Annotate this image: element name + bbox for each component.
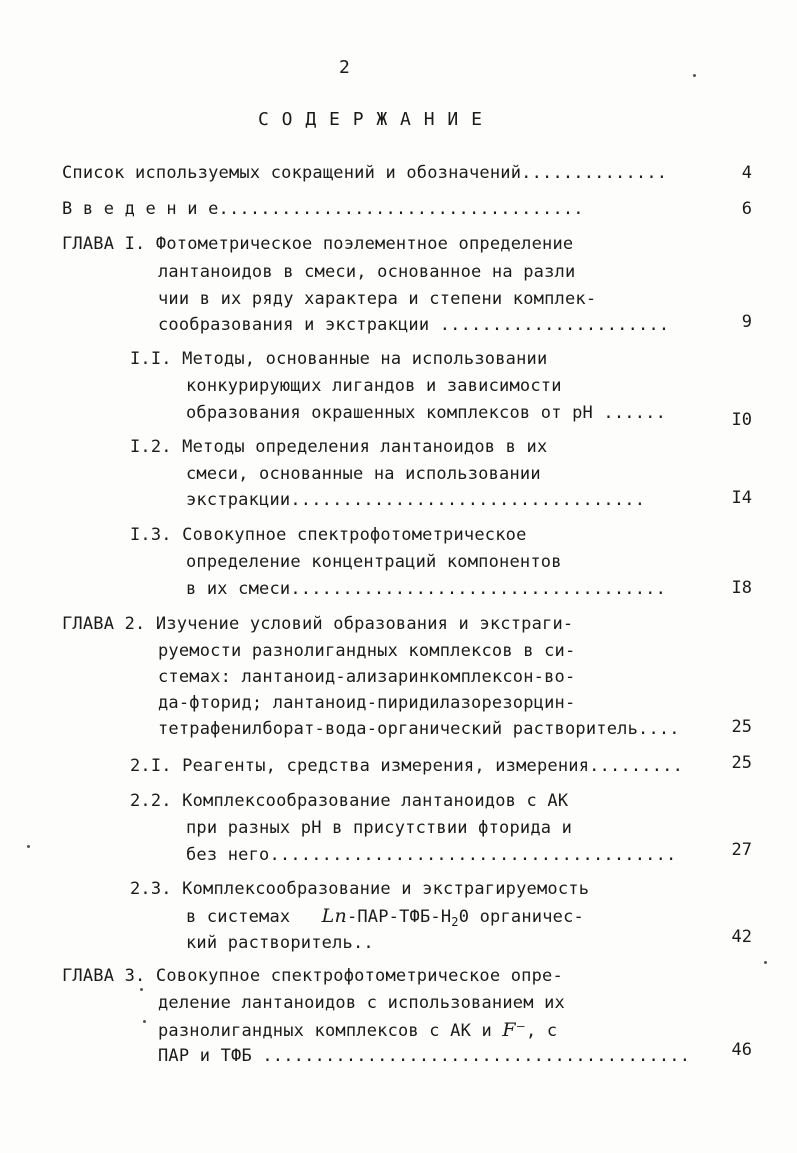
- toc-entry-text: без него.......................................: [186, 845, 677, 865]
- toc-entry-text: ГЛАВА 2. Изучение условий образования и экстраги-: [62, 614, 574, 634]
- toc-page-number: 6: [741, 199, 752, 219]
- handwritten-lanthanide-symbol: Ln: [321, 905, 347, 927]
- toc-page-number: 27: [731, 840, 752, 860]
- toc-entry-text: 2.I. Реагенты, средства измерения, измерения.........: [130, 756, 684, 776]
- scan-speck: [143, 1020, 146, 1023]
- toc-entry-text: I.2. Методы определения лантаноидов в их: [130, 437, 548, 457]
- toc-page-number: 4: [741, 163, 752, 183]
- toc-entry-text: 0 органичес-: [458, 907, 584, 927]
- toc-entry-text-with-symbol: [158, 1020, 557, 1041]
- toc-entry-text: экстракции..................................: [186, 490, 646, 510]
- toc-page-number: 46: [731, 1040, 752, 1060]
- toc-page-number: 25: [731, 717, 752, 737]
- toc-entry-text: Список используемых сокращений и обозначений..............: [62, 163, 668, 183]
- toc-entry-text: I.I. Методы, основанные на использовании: [130, 349, 548, 369]
- toc-page-number: I0: [731, 410, 752, 430]
- page-number: 2: [339, 57, 351, 78]
- toc-entry-text: ГЛАВА I. Фотометрическое поэлементное определение: [62, 234, 574, 254]
- toc-entry-text: при разных рН в присутствии фторида и: [186, 818, 573, 838]
- toc-entry-text: определение концентраций компонентов: [186, 552, 562, 572]
- toc-entry-text: 2.3. Комплексообразование и экстрагируемость: [130, 879, 590, 899]
- toc-entry-text: чии в их ряду характера и степени комплек-: [158, 289, 597, 309]
- toc-entry-text: разнолигандных комплексов с АК и: [158, 1021, 492, 1041]
- subscript: 2: [451, 915, 459, 929]
- toc-entry-text: 2.2. Комплексообразование лантаноидов с АК: [130, 791, 569, 811]
- toc-entry-text: в системах: [186, 907, 291, 927]
- toc-entry-text: кий растворитель..: [186, 933, 374, 953]
- toc-page-number: 9: [741, 312, 752, 332]
- toc-entry-text: тетрафенилборат-вода-органический растворитель....: [158, 719, 680, 739]
- scan-speck: [764, 961, 767, 964]
- toc-entry-text: I.3. Совокупное спектрофотометрическое: [130, 525, 527, 545]
- toc-entry-text: , с: [525, 1021, 558, 1041]
- scan-speck: [693, 74, 696, 77]
- toc-entry-text: смеси, основанные на использовании: [186, 464, 541, 484]
- toc-entry-text-system: [186, 906, 584, 932]
- toc-entry-text: деление лантаноидов с использованием их: [158, 993, 565, 1013]
- toc-entry-text: руемости разнолигандных комплексов в си-: [158, 641, 576, 661]
- toc-entry-text: ГЛАВА 3. Совокупное спектрофотометрическое опре-: [62, 966, 563, 986]
- toc-entry-text: образования окрашенных комплексов от рН ......: [186, 403, 667, 423]
- scan-speck: [27, 845, 30, 848]
- toc-entry-text: в их смеси....................................: [186, 579, 667, 599]
- toc-page-number: 25: [731, 753, 752, 773]
- toc-entry-text: конкурирующих лигандов и зависимости: [186, 376, 562, 396]
- toc-entry-text: ПАР и ТФБ .........................................: [158, 1046, 691, 1066]
- toc-page-number: 42: [731, 927, 752, 947]
- scan-speck: [140, 988, 143, 991]
- toc-entry-text: сообразования и экстракции ......................: [158, 315, 670, 335]
- toc-page-number: I4: [731, 488, 752, 508]
- toc-entry-text: стемах: лантаноид-ализаринкомплексон-во-: [158, 667, 576, 687]
- page-title: С О Д Е Р Ж А Н И Е: [258, 109, 483, 130]
- toc-entry-text: лантаноидов в смеси, основанное на разли: [158, 262, 576, 282]
- toc-entry-text: да-фторид; лантаноид-пиридилазорезорцин-: [158, 693, 576, 713]
- handwritten-fluoride-symbol: F⁻: [502, 1019, 526, 1041]
- toc-page-number: I8: [731, 578, 752, 598]
- toc-entry-text: В в е д е н и е...................................: [62, 199, 584, 219]
- toc-entry-text: -ПАР-ТФБ-Н: [346, 907, 452, 927]
